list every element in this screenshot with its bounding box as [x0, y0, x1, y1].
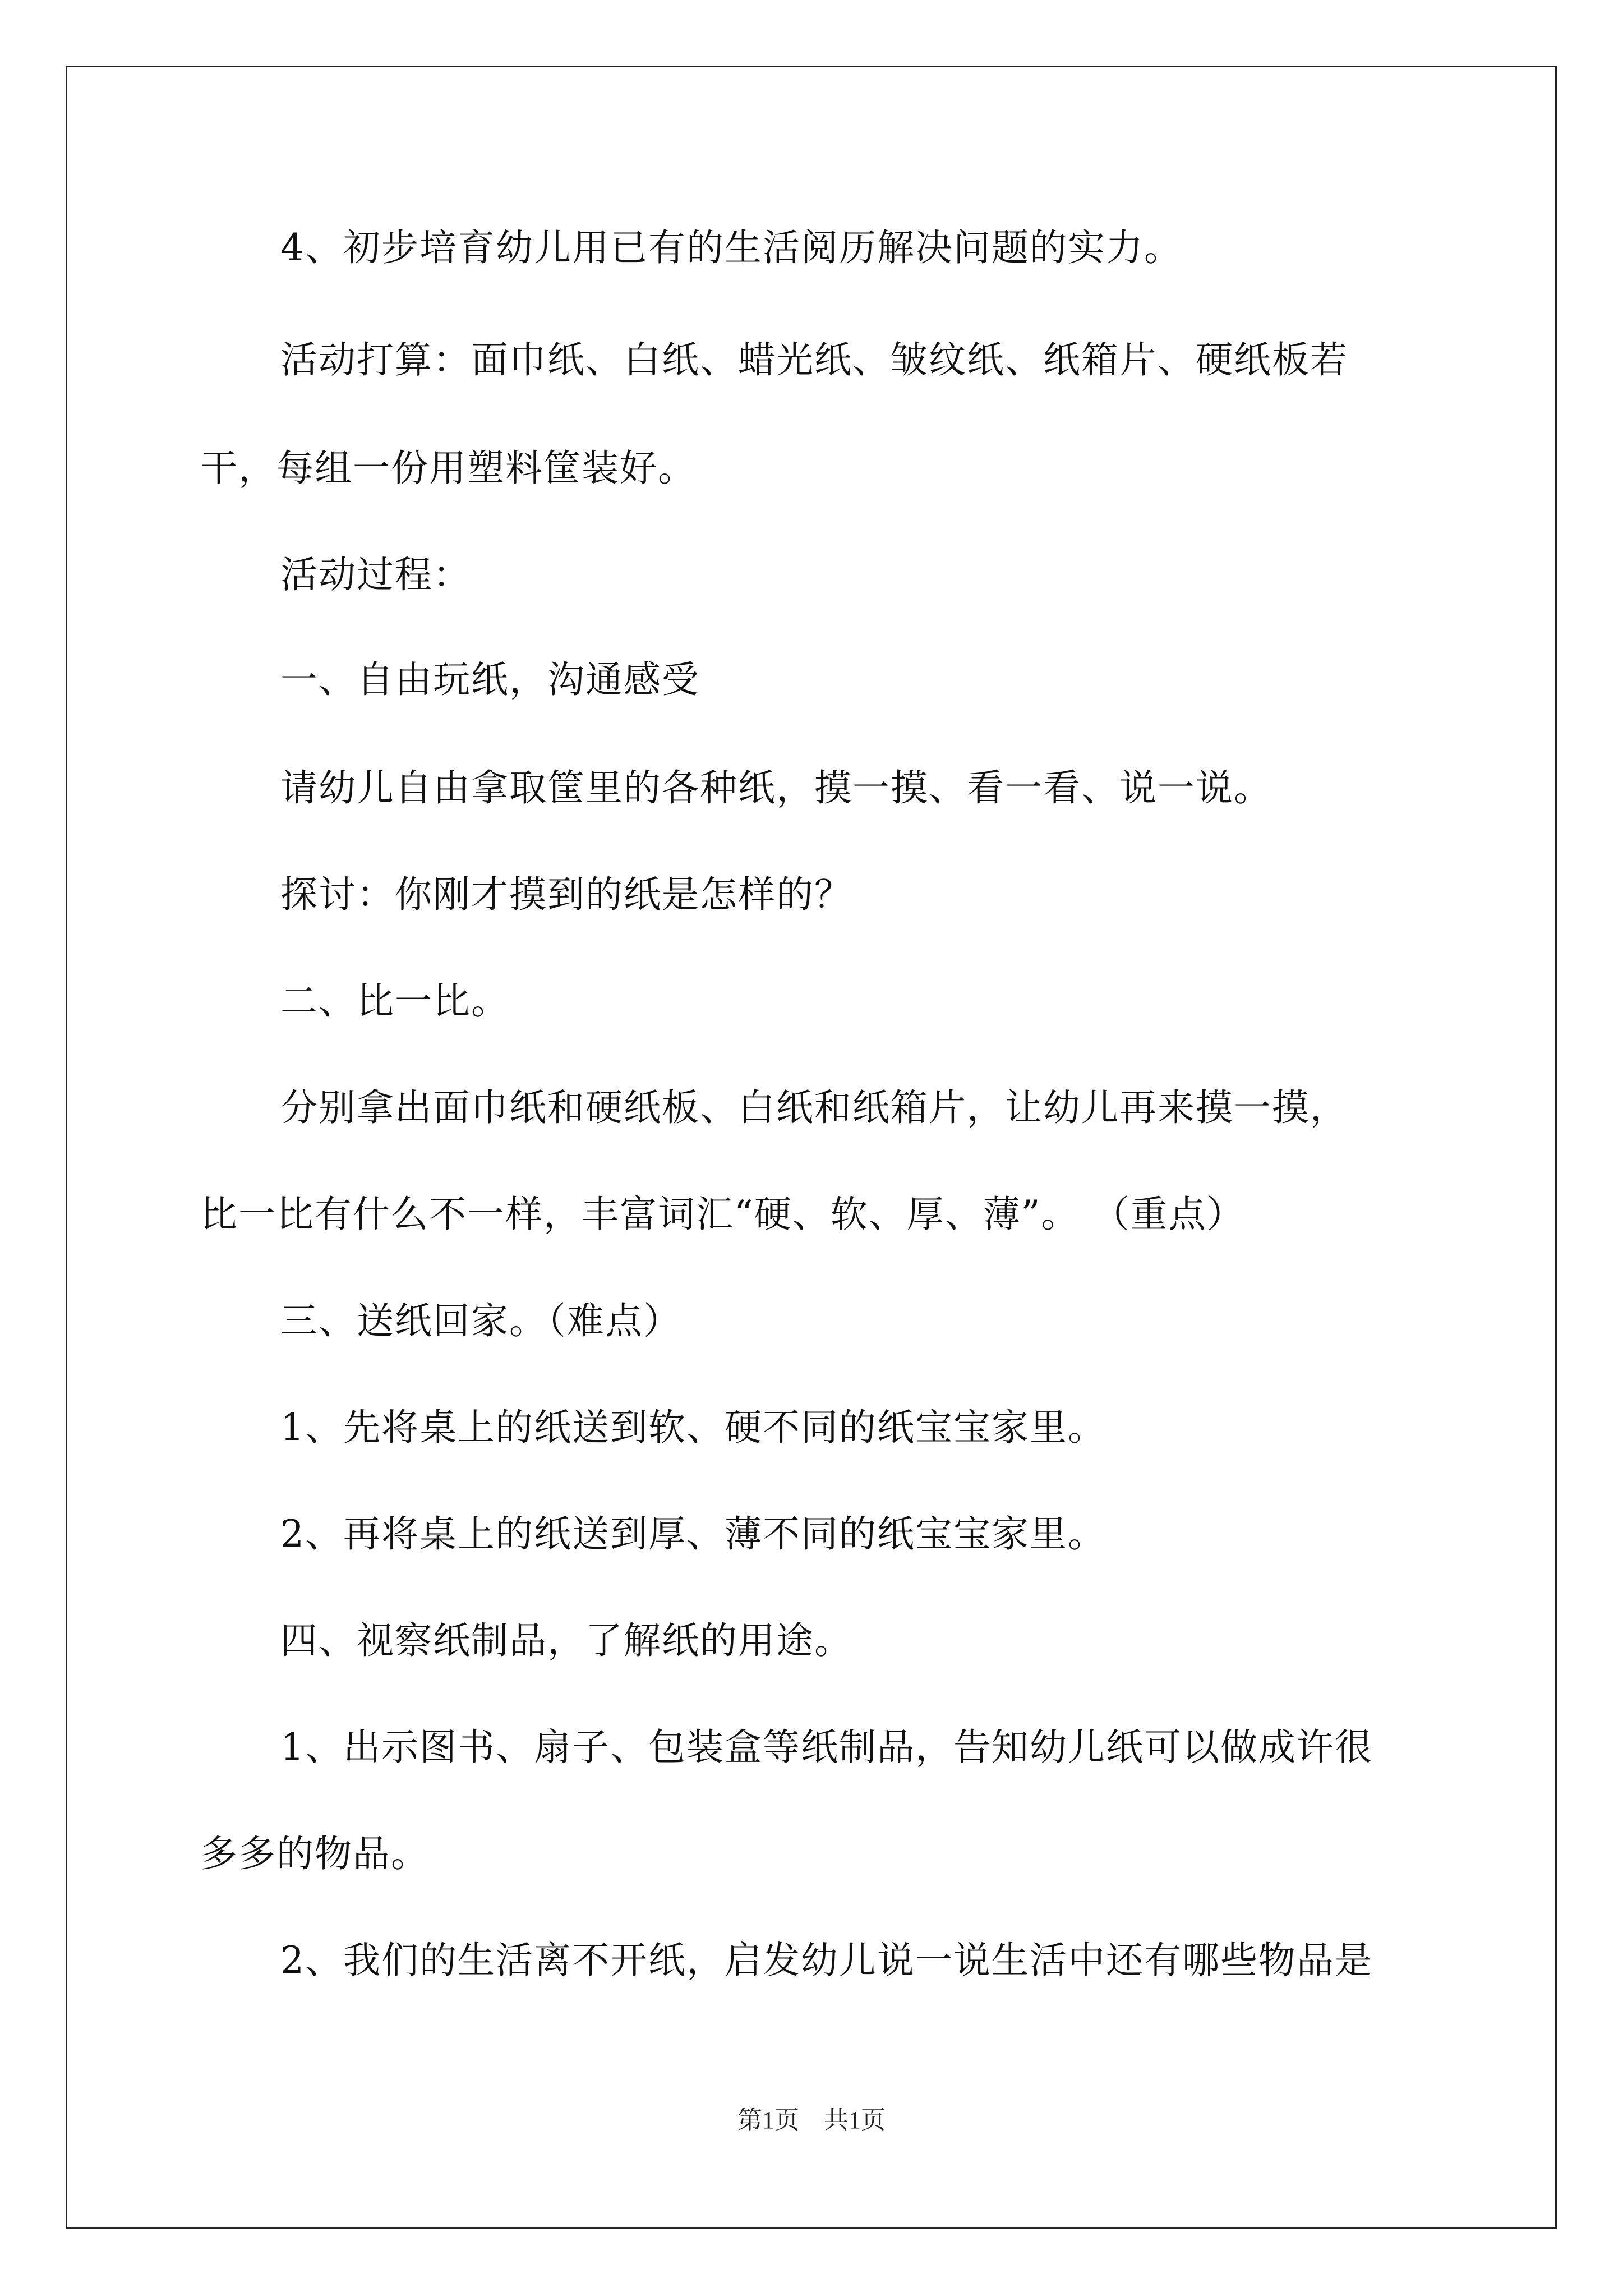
paragraph-step-1-question: 探讨：你刚才摸到的纸是怎样的？: [280, 873, 852, 916]
paragraph-step-2-desc: 分别拿出面巾纸和硬纸板、白纸和纸箱片，让幼儿再来摸一摸，: [280, 1086, 1348, 1129]
heading-process: 活动过程：: [280, 553, 471, 596]
heading-step-2: 二、比一比。: [280, 979, 509, 1023]
paragraph-step-3-item-2: 2、再将桌上的纸送到厚、薄不同的纸宝宝家里。: [280, 1512, 1106, 1556]
heading-step-4: 四、视察纸制品，了解纸的用途。: [280, 1619, 852, 1662]
heading-step-3: 三、送纸回家。（难点）: [280, 1299, 681, 1342]
paragraph-step-2-desc-cont: 比一比有什么不一样，丰富词汇“硬、软、厚、薄”。 （重点）: [200, 1193, 1245, 1236]
paragraph-step-3-item-1: 1、先将桌上的纸送到软、硬不同的纸宝宝家里。: [280, 1406, 1106, 1449]
paragraph-materials-cont: 干，每组一份用塑料筐装好。: [200, 447, 696, 490]
paragraph-step-1-desc: 请幼儿自由拿取筐里的各种纸，摸一摸、看一看、说一说。: [280, 766, 1272, 809]
paragraph-step-4-item-1: 1、出示图书、扇子、包装盒等纸制品，告知幼儿纸可以做成许很: [280, 1726, 1373, 1769]
paragraph-step-4-item-2: 2、我们的生活离不开纸，启发幼儿说一说生活中还有哪些物品是: [280, 1939, 1373, 1982]
paragraph-goal-4: 4、初步培育幼儿用已有的生活阅历解决问题的实力。: [280, 226, 1182, 269]
paragraph-materials: 活动打算：面巾纸、白纸、蜡光纸、皱纹纸、纸箱片、硬纸板若: [280, 338, 1348, 381]
heading-step-1: 一、自由玩纸，沟通感受: [280, 658, 700, 701]
paragraph-step-4-item-1-cont: 多多的物品。: [200, 1832, 429, 1875]
page-border: [66, 66, 1557, 2229]
page-footer: 第1页 共1页: [737, 2106, 886, 2134]
